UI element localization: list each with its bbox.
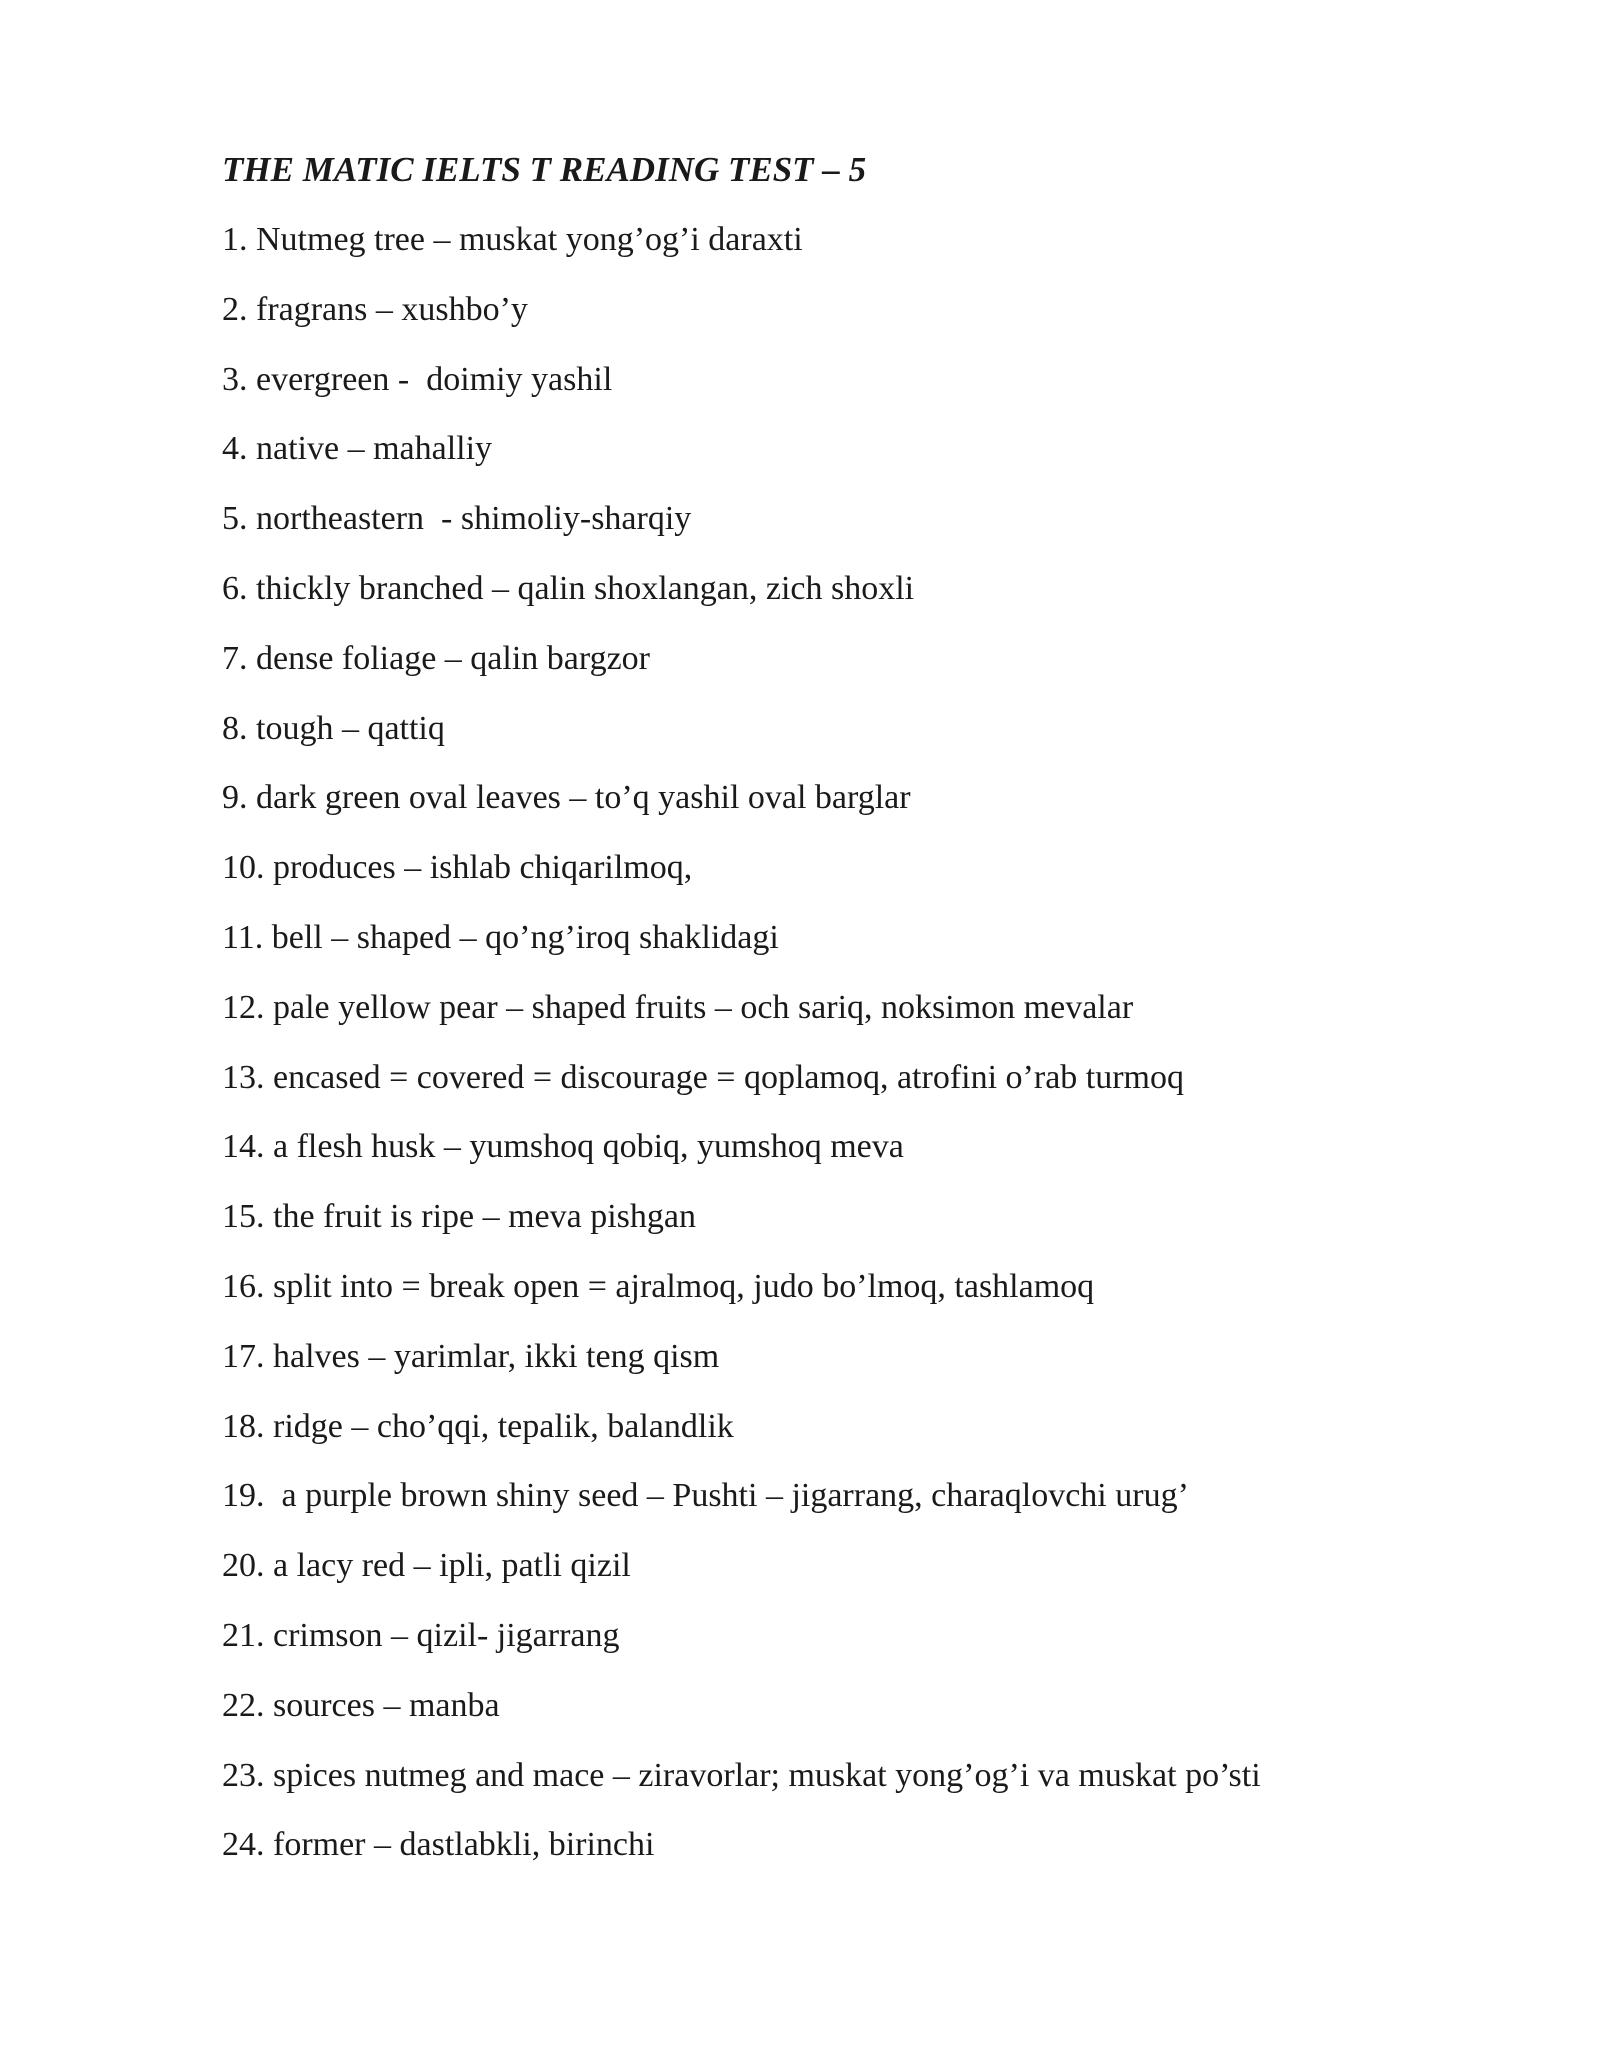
vocabulary-item: 18. ridge – cho’qqi, tepalik, balandlik <box>222 1407 734 1445</box>
vocabulary-item: 15. the fruit is ripe – meva pishgan <box>222 1198 697 1236</box>
document-title: THE MATIC IELTS T READING TEST – 5 <box>222 150 867 189</box>
vocabulary-item: 9. dark green oval leaves – to’q yashil oval barglar <box>222 779 911 817</box>
vocabulary-item: 19. a purple brown shiny seed – Pushti – jigarrang, charaqlovchi urug’ <box>222 1477 1189 1515</box>
vocabulary-item: 24. former – dastlabkli, birinchi <box>222 1826 655 1864</box>
vocabulary-item: 7. dense foliage – qalin bargzor <box>222 639 651 677</box>
document-content <box>222 146 1462 1891</box>
vocabulary-item: 13. encased = covered = discourage = qoplamoq, atrofini o’rab turmoq <box>222 1058 1184 1096</box>
vocabulary-item: 14. a flesh husk – yumshoq qobiq, yumshoq meva <box>222 1128 904 1166</box>
vocabulary-item: 10. produces – ishlab chiqarilmoq, <box>222 849 693 887</box>
vocabulary-item: 1. Nutmeg tree – muskat yong’og’i daraxti <box>222 221 803 258</box>
vocabulary-item: 22. sources – manba <box>222 1686 500 1724</box>
vocabulary-item: 2. fragrans – xushbo’y <box>222 290 528 328</box>
vocabulary-item: 21. crimson – qizil- jigarrang <box>222 1616 620 1654</box>
vocabulary-item: 12. pale yellow pear – shaped fruits – och sariq, noksimon mevalar <box>222 988 1134 1026</box>
vocabulary-item: 16. split into = break open = ajralmoq, judo bo’lmoq, tashlamoq <box>222 1267 1095 1305</box>
vocabulary-list <box>222 216 1462 1869</box>
vocabulary-item: 20. a lacy red – ipli, patli qizil <box>222 1547 631 1585</box>
vocabulary-item: 5. northeastern - shimoliy-sharqiy <box>222 500 692 538</box>
vocabulary-item: 11. bell – shaped – qo’ng’iroq shaklidagi <box>222 918 779 956</box>
vocabulary-item: 6. thickly branched – qalin shoxlangan, zich shoxli <box>222 569 915 607</box>
vocabulary-item: 23. spices nutmeg and mace – ziravorlar; muskat yong’og’i va muskat po’sti <box>222 1756 1261 1794</box>
vocabulary-item: 3. evergreen - doimiy yashil <box>222 360 613 398</box>
vocabulary-item: 4. native – mahalliy <box>222 430 493 468</box>
vocabulary-item: 17. halves – yarimlar, ikki teng qism <box>222 1337 720 1375</box>
vocabulary-item: 8. tough – qattiq <box>222 709 445 747</box>
